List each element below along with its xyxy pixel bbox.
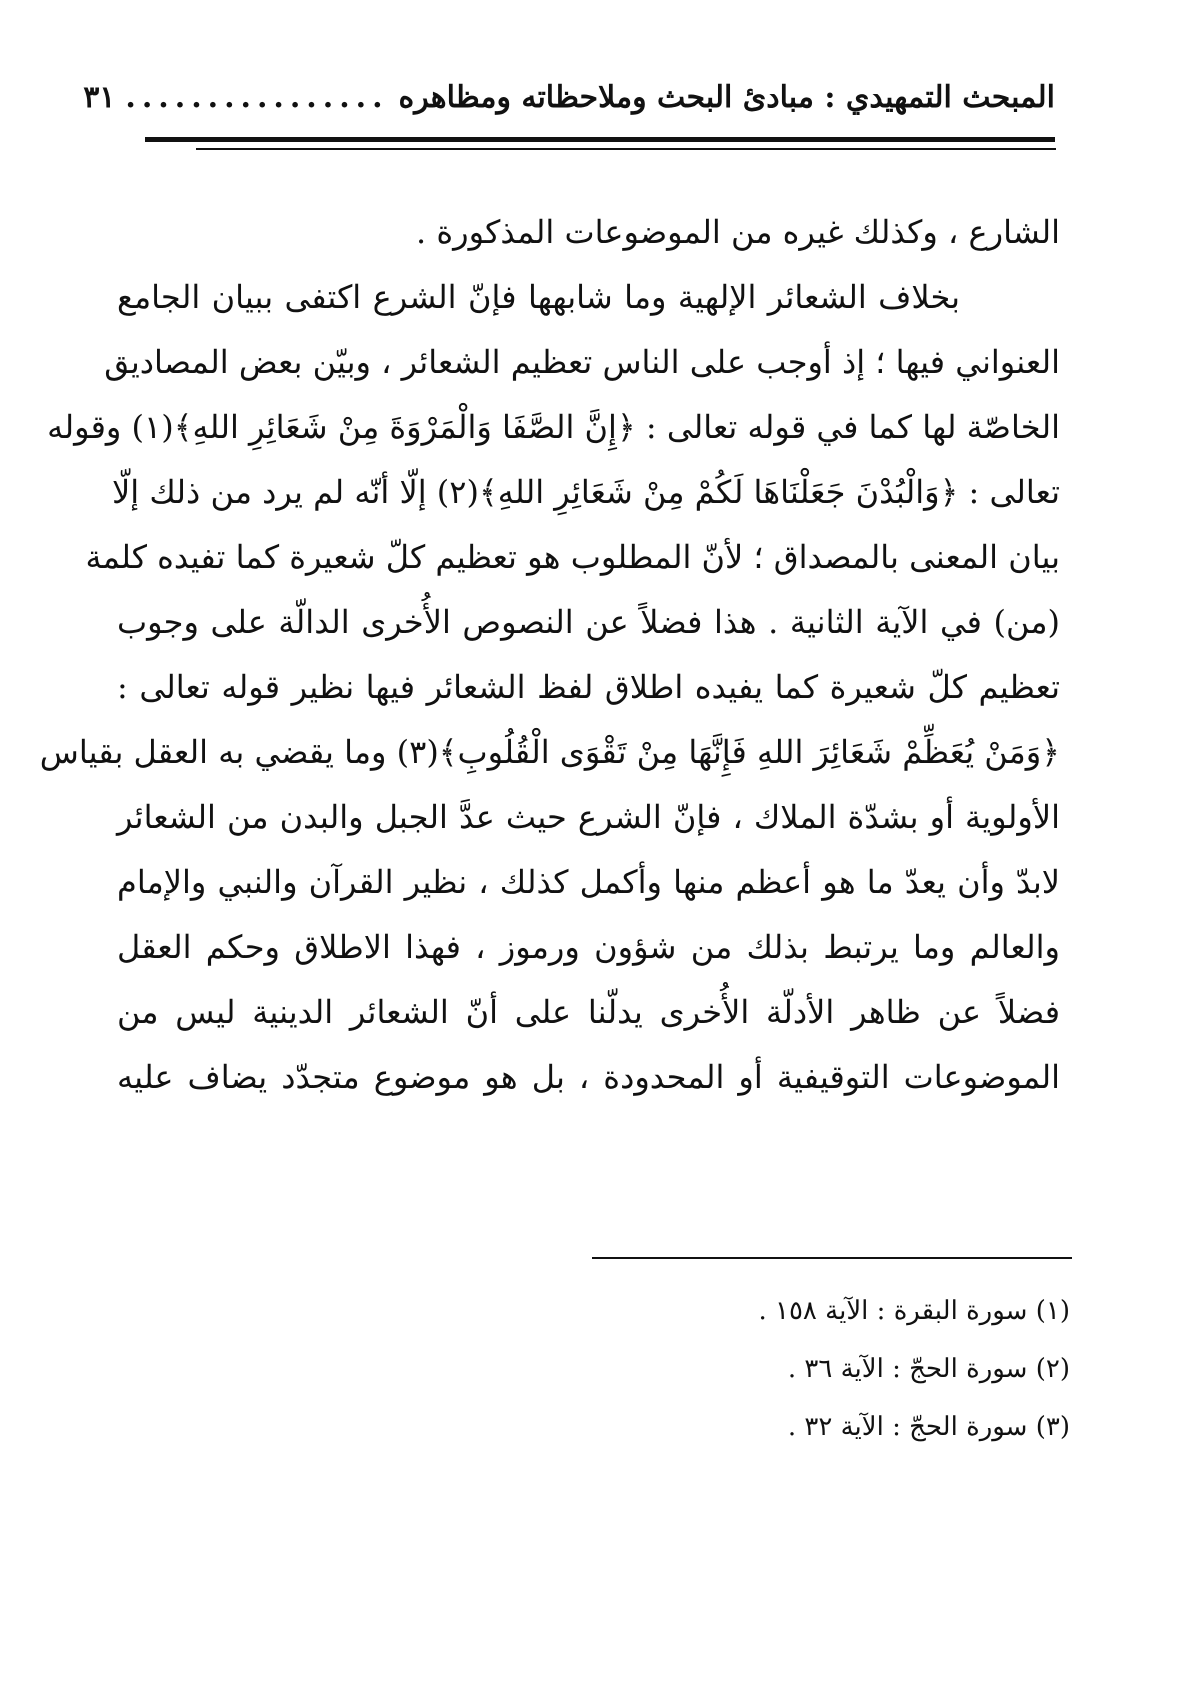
body-line: ﴿وَمَنْ يُعَظِّمْ شَعَائِرَ اللهِ فَإِنَّهَا مِنْ تَقْوَى الْقُلُوبِ﴾(٣) وما يقضي به العقل بقياس [39, 733, 1060, 771]
header-rule-thin [196, 148, 1056, 150]
footnote-2: (٢) سورة الحجّ : الآية ٣٦ . [787, 1354, 1070, 1384]
body-text [39, 200, 1060, 1110]
body-line: الشارع ، وكذلك غيره من الموضوعات المذكورة . [416, 213, 1060, 251]
body-line: لابدّ وأن يعدّ ما هو أعظم منها وأكمل كذلك ، نظير القرآن والنبي والإمام [117, 863, 1060, 901]
body-line: الأولوية أو بشدّة الملاك ، فإنّ الشرع حيث عدَّ الجبل والبدن من الشعائر [117, 798, 1060, 836]
body-line: الخاصّة لها كما في قوله تعالى : ﴿إِنَّ الصَّفَا وَالْمَرْوَةَ مِنْ شَعَائِرِ اللهِ﴾(١) وقوله [47, 408, 1060, 446]
body-line: تعالى : ﴿وَالْبُدْنَ جَعَلْنَاهَا لَكُمْ مِنْ شَعَائِرِ اللهِ﴾(٢) إلّا أنّه لم يرد من ذلك إلّا [112, 473, 1060, 511]
footnotes [600, 1282, 1070, 1456]
running-header [83, 74, 1055, 120]
header-rule-thick [145, 137, 1055, 142]
footnote-separator [592, 1257, 1072, 1259]
body-line: تعظيم كلّ شعيرة كما يفيده اطلاق لفظ الشعائر فيها نظير قوله تعالى : [117, 668, 1060, 706]
body-line: بخلاف الشعائر الإلهية وما شابهها فإنّ الشرع اكتفى ببيان الجامع [117, 278, 960, 316]
body-line: العنواني فيها ؛ إذ أوجب على الناس تعظيم الشعائر ، وبيّن بعض المصاديق [104, 343, 1060, 381]
body-line: والعالم وما يرتبط بذلك من شؤون ورموز ، فهذا الاطلاق وحكم العقل [117, 928, 1060, 966]
header-title: المبحث التمهيدي : مبادئ البحث وملاحظاته ومظاهره [398, 79, 1055, 115]
page-number: ٣١ [83, 79, 116, 115]
footnote-3: (٣) سورة الحجّ : الآية ٣٢ . [787, 1412, 1070, 1442]
header-leader-dots: ................ [125, 79, 389, 115]
body-line: الموضوعات التوقيفية أو المحدودة ، بل هو موضوع متجدّد يضاف عليه [117, 1058, 1060, 1096]
body-line: (من) في الآية الثانية . هذا فضلاً عن النصوص الأُخرى الدالّة على وجوب [117, 603, 1060, 641]
body-line: فضلاً عن ظاهر الأدلّة الأُخرى يدلّنا على أنّ الشعائر الدينية ليس من [117, 993, 1060, 1031]
body-line: بيان المعنى بالمصداق ؛ لأنّ المطلوب هو تعظيم كلّ شعيرة كما تفيده كلمة [85, 538, 1060, 576]
footnote-1: (١) سورة البقرة : الآية ١٥٨ . [758, 1296, 1070, 1326]
